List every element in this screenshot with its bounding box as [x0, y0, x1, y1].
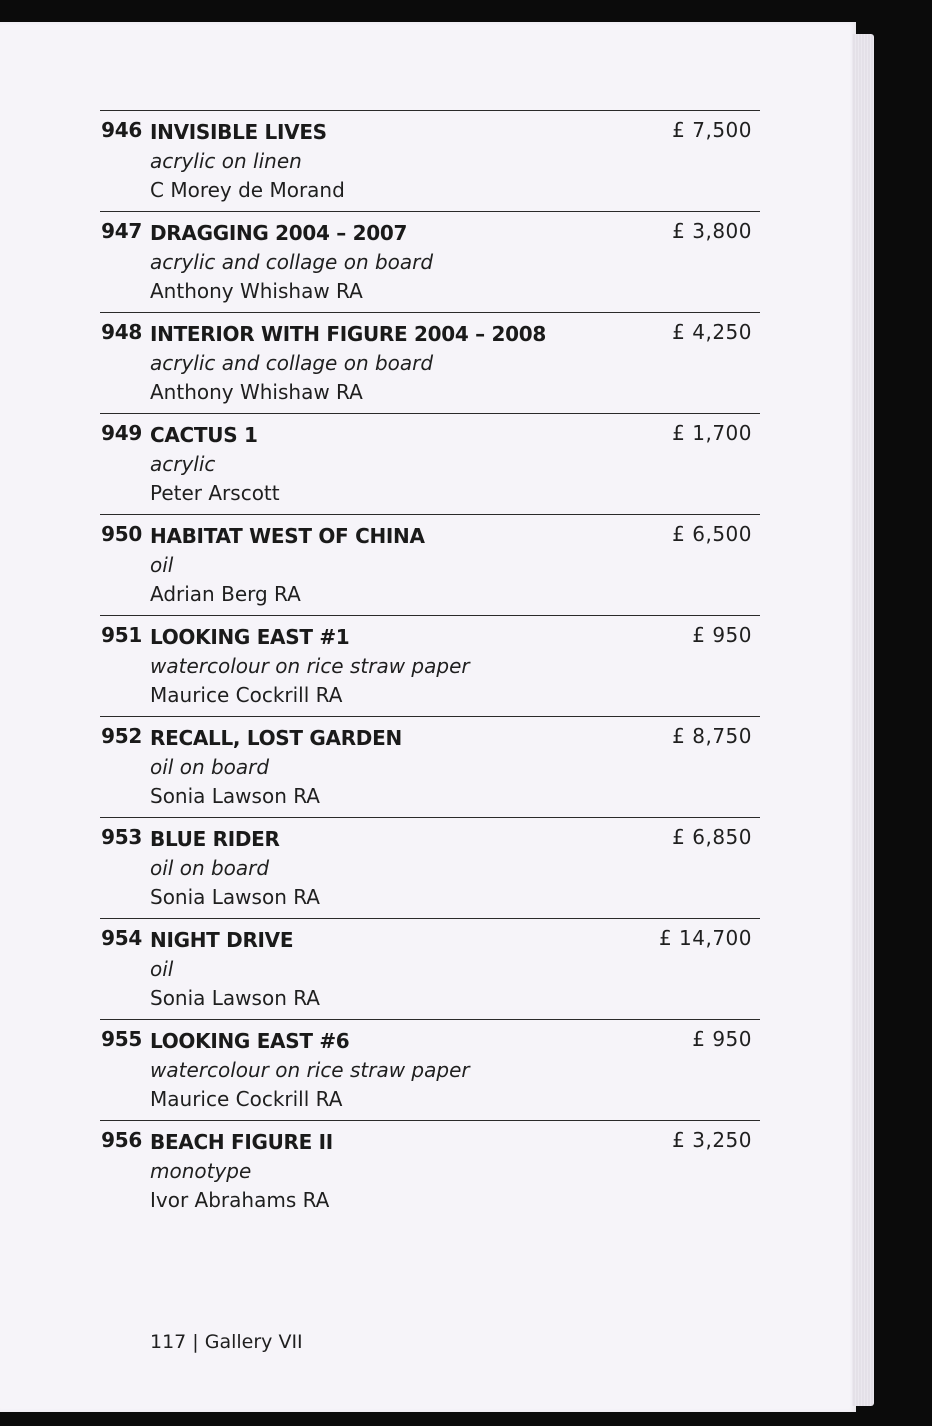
- entry-title: LOOKING EAST #6: [150, 1029, 350, 1053]
- entry-artist: Anthony Whishaw RA: [150, 380, 363, 404]
- entry-number: 947: [101, 219, 142, 243]
- entry-medium: watercolour on rice straw paper: [150, 654, 470, 678]
- entry-price: £ 3,800: [672, 219, 752, 243]
- entry-medium: monotype: [150, 1159, 252, 1183]
- entry-artist: Anthony Whishaw RA: [150, 279, 363, 303]
- entry-artist: Ivor Abrahams RA: [150, 1188, 330, 1212]
- entry-price: £ 950: [692, 1027, 752, 1051]
- entry-title: NIGHT DRIVE: [150, 928, 294, 952]
- entry-medium: oil: [150, 957, 174, 981]
- entry-artist: Adrian Berg RA: [150, 582, 301, 606]
- entry-artist: Peter Arscott: [150, 481, 280, 505]
- entry-price: £ 8,750: [672, 724, 752, 748]
- entry-title: HABITAT WEST OF CHINA: [150, 524, 425, 548]
- entry-title: BEACH FIGURE II: [150, 1130, 333, 1154]
- catalogue-entry: [100, 312, 760, 414]
- entry-medium: acrylic and collage on board: [150, 351, 434, 375]
- entry-title: RECALL, LOST GARDEN: [150, 726, 402, 750]
- catalogue-entry: [100, 1019, 760, 1121]
- entry-number: 948: [101, 320, 142, 344]
- entry-medium: acrylic: [150, 452, 216, 476]
- entry-number: 951: [101, 623, 142, 647]
- catalogue-entry: [100, 817, 760, 919]
- entry-artist: Sonia Lawson RA: [150, 885, 320, 909]
- entry-medium: oil: [150, 553, 174, 577]
- entry-number: 954: [101, 926, 142, 950]
- entry-title: DRAGGING 2004 – 2007: [150, 221, 408, 245]
- entry-medium: watercolour on rice straw paper: [150, 1058, 470, 1082]
- entry-price: £ 6,850: [672, 825, 752, 849]
- entry-artist: Sonia Lawson RA: [150, 784, 320, 808]
- entry-number: 949: [101, 421, 142, 445]
- entry-number: 946: [101, 118, 142, 142]
- entry-title: INTERIOR WITH FIGURE 2004 – 2008: [150, 322, 546, 346]
- entry-price: £ 7,500: [672, 118, 752, 142]
- catalogue-entry: [100, 514, 760, 616]
- entry-number: 955: [101, 1027, 142, 1051]
- entry-price: £ 4,250: [672, 320, 752, 344]
- entry-title: BLUE RIDER: [150, 827, 280, 851]
- entry-price: £ 6,500: [672, 522, 752, 546]
- catalogue-entry: [100, 918, 760, 1020]
- entry-price: £ 3,250: [672, 1128, 752, 1152]
- entry-title: INVISIBLE LIVES: [150, 120, 327, 144]
- entry-title: LOOKING EAST #1: [150, 625, 350, 649]
- entry-number: 953: [101, 825, 142, 849]
- entry-artist: C Morey de Morand: [150, 178, 345, 202]
- page-footer: 117 | Gallery VII: [150, 1331, 303, 1353]
- catalogue-entry: [100, 211, 760, 313]
- entry-artist: Maurice Cockrill RA: [150, 1087, 343, 1111]
- entry-medium: oil on board: [150, 856, 270, 880]
- catalogue-entry: [100, 413, 760, 515]
- entry-price: £ 14,700: [658, 926, 752, 950]
- entry-number: 950: [101, 522, 142, 546]
- catalogue-entry: [100, 615, 760, 717]
- catalogue-entry: [100, 716, 760, 818]
- page-edge: [852, 34, 874, 1406]
- entry-artist: Maurice Cockrill RA: [150, 683, 343, 707]
- entry-artist: Sonia Lawson RA: [150, 986, 320, 1010]
- entry-number: 952: [101, 724, 142, 748]
- catalogue-entry: [100, 1120, 760, 1222]
- entry-medium: acrylic and collage on board: [150, 250, 434, 274]
- entry-price: £ 950: [692, 623, 752, 647]
- entry-medium: acrylic on linen: [150, 149, 302, 173]
- catalogue-entry: [100, 110, 760, 212]
- entry-medium: oil on board: [150, 755, 270, 779]
- entry-title: CACTUS 1: [150, 423, 258, 447]
- entry-price: £ 1,700: [672, 421, 752, 445]
- entry-number: 956: [101, 1128, 142, 1152]
